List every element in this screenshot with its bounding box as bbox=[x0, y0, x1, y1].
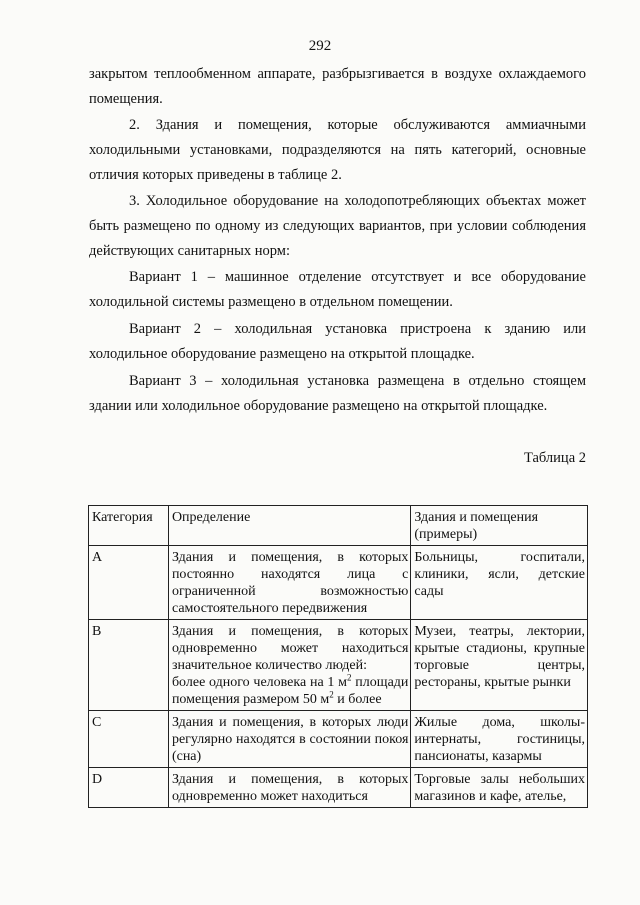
paragraph-variant-1: Вариант 1 – машинное отделение отсутствует и все оборудование холодильной системы размещено в отдельном помещении. bbox=[89, 269, 586, 310]
cell-definition: Здания и помещения, в которых постоянно находятся лица с ограниченной возможностью самостоятельного передвижения bbox=[168, 546, 410, 620]
page-number: 292 bbox=[308, 38, 332, 54]
superscript-2: 2 bbox=[329, 689, 334, 700]
cell-examples: Торговые залы небольших магазинов и кафе, ателье, bbox=[411, 768, 588, 808]
paragraph-continuation: закрытом теплообменном аппарате, разбрызгивается в воздухе охлаждаемого помещения. bbox=[89, 66, 586, 107]
paragraph-variant-3: Вариант 3 – холодильная установка размещена в отдельно стоящем здании или холодильное оборудование размещено на открытой площадке. bbox=[89, 373, 586, 414]
header-examples: Здания и помещения (примеры) bbox=[411, 506, 588, 546]
paragraph-3: 3. Холодильное оборудование на холодопотребляющих объектах может быть размещено по одному из следующих вариантов, при условии соблюдения действующих санитарных норм: bbox=[89, 193, 586, 259]
table-caption: Таблица 2 bbox=[523, 450, 586, 466]
cell-examples: Жилые дома, школы-интернаты, гостиницы, пансионаты, казармы bbox=[411, 711, 588, 768]
paragraph-variant-2: Вариант 2 – холодильная установка пристроена к зданию или холодильное оборудование размещено на открытой площадке. bbox=[89, 321, 586, 362]
cell-definition: Здания и помещения, в которых люди регулярно находятся в состоянии покоя (сна) bbox=[168, 711, 410, 768]
cell-definition: Здания и помещения, в которых одновременно может находиться bbox=[168, 768, 410, 808]
superscript-1: 2 bbox=[347, 672, 352, 683]
definition-detail-b: площади помещения размером 50 м bbox=[171, 675, 409, 707]
cell-category: B bbox=[89, 620, 169, 711]
categories-table bbox=[88, 505, 588, 808]
table-row bbox=[89, 546, 588, 620]
definition-detail-c: и более bbox=[333, 692, 382, 707]
table-row bbox=[89, 711, 588, 768]
cell-category: A bbox=[89, 546, 169, 620]
cell-examples: Музеи, театры, лектории, крытые стадионы, крупные торговые центры, рестораны, крытые рынки bbox=[411, 620, 588, 711]
cell-category: D bbox=[89, 768, 169, 808]
table-header-row bbox=[89, 506, 588, 546]
header-category: Категория bbox=[89, 506, 169, 546]
table-row bbox=[89, 768, 588, 808]
paragraph-2: 2. Здания и помещения, которые обслуживаются аммиачными холодильными установками, подразделяются на пять категорий, основные отличия которых приведены в таблице 2. bbox=[89, 117, 586, 183]
table-row bbox=[89, 620, 588, 711]
definition-main: Здания и помещения, в которых одновременно может находиться значительное количество людей: bbox=[171, 624, 409, 673]
definition-detail-a: более одного человека на 1 м bbox=[171, 675, 348, 690]
cell-category: C bbox=[89, 711, 169, 768]
cell-definition bbox=[168, 620, 410, 711]
cell-examples: Больницы, госпитали, клиники, ясли, детские сады bbox=[411, 546, 588, 620]
header-definition: Определение bbox=[168, 506, 410, 546]
